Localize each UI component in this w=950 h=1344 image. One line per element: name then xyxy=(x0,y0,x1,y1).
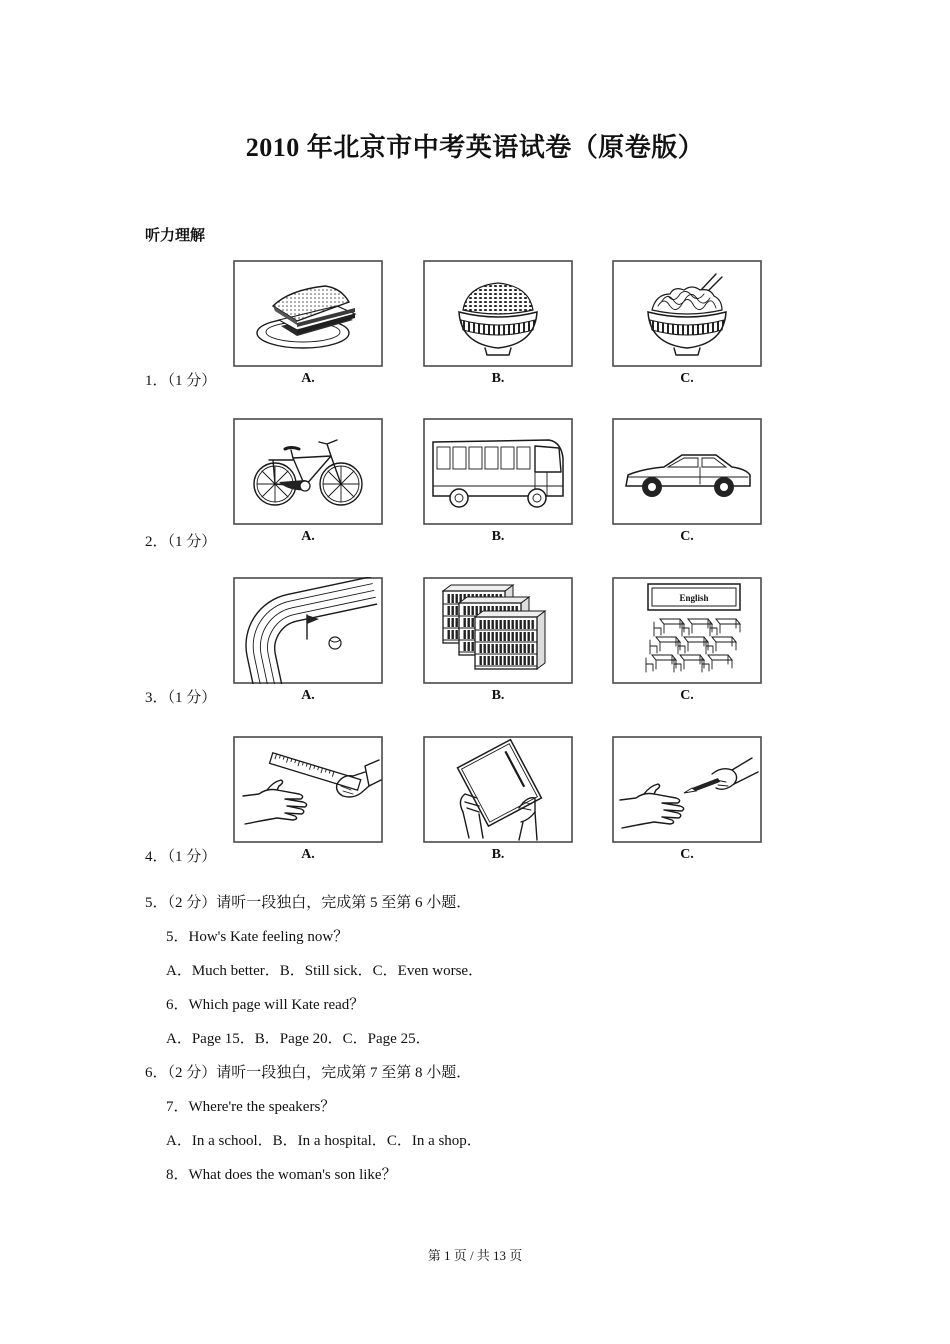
option-c-picture xyxy=(612,418,762,525)
choice-b: B．Still sick． xyxy=(279,963,373,979)
option-b-picture xyxy=(423,260,573,367)
option-c-label: C. xyxy=(680,529,694,544)
question-prompt: 6．（2 分）请听一段独白，完成第 7 至第 8 小题． xyxy=(145,1065,472,1081)
sub-question: 8．What does the woman's son like？ xyxy=(166,1167,397,1183)
sports-field-picture xyxy=(233,577,383,684)
passing-pen-picture xyxy=(612,736,762,843)
option-c-picture xyxy=(612,260,762,367)
picture-question-3 xyxy=(0,577,950,712)
picture-question-4 xyxy=(0,736,950,871)
rice-bowl-picture xyxy=(423,260,573,367)
option-a-label: A. xyxy=(301,529,315,544)
noodle-bowl-picture xyxy=(612,260,762,367)
option-c-label: C. xyxy=(680,688,694,703)
choice-b: B．Page 20． xyxy=(254,1031,343,1047)
sub-question: 6．Which page will Kate read？ xyxy=(166,997,365,1013)
holding-book-picture xyxy=(423,736,573,843)
ball xyxy=(329,637,341,649)
option-b-label: B. xyxy=(491,371,505,386)
option-b-picture xyxy=(423,736,573,843)
choice-c: C．Page 25． xyxy=(342,1031,431,1047)
option-a-label: A. xyxy=(301,847,315,862)
choice-a: A．In a school． xyxy=(166,1133,273,1149)
picture-question-1 xyxy=(0,260,950,395)
choice-c: C．Even worse． xyxy=(372,963,484,979)
passing-ruler-picture xyxy=(233,736,383,843)
option-a-picture xyxy=(233,418,383,525)
option-c-label: C. xyxy=(680,847,694,862)
question-number: 2．（1 分） xyxy=(145,534,217,550)
question-number: 1．（1 分） xyxy=(145,373,217,389)
option-b-label: B. xyxy=(491,847,505,862)
option-b-picture xyxy=(423,418,573,525)
question-number: 4．（1 分） xyxy=(145,849,217,865)
sandwich-picture xyxy=(233,260,383,367)
option-a-picture xyxy=(233,577,383,684)
page-title: 2010 年北京市中考英语试卷（原卷版） xyxy=(245,133,705,162)
board-text: English xyxy=(679,593,709,603)
blackboard xyxy=(648,584,740,610)
answer-choices xyxy=(145,954,845,988)
library-picture xyxy=(423,577,573,684)
option-a-picture xyxy=(233,260,383,367)
option-a-picture xyxy=(233,736,383,843)
option-b-picture xyxy=(423,577,573,684)
answer-choices xyxy=(145,1124,845,1158)
bus-body xyxy=(433,440,563,496)
page-indicator: 第 1 页 / 共 13 页 xyxy=(427,1248,523,1263)
option-c-picture xyxy=(612,577,762,684)
answer-choices xyxy=(145,1022,845,1056)
option-c-picture xyxy=(612,736,762,843)
option-b-label: B. xyxy=(491,529,505,544)
car-picture xyxy=(612,418,762,525)
option-b-label: B. xyxy=(491,688,505,703)
option-c-label: C. xyxy=(680,371,694,386)
choice-b: B．In a hospital． xyxy=(272,1133,387,1149)
option-a-label: A. xyxy=(301,371,315,386)
sub-question: 5．How's Kate feeling now？ xyxy=(166,929,349,945)
question-number: 3．（1 分） xyxy=(145,690,217,706)
section-heading: 听力理解 xyxy=(145,228,206,244)
option-a-label: A. xyxy=(301,688,315,703)
choice-c: C．In a shop． xyxy=(386,1133,482,1149)
bicycle-picture xyxy=(233,418,383,525)
classroom-picture xyxy=(612,577,762,684)
sub-question: 7．Where're the speakers？ xyxy=(166,1099,336,1115)
choice-a: A．Page 15． xyxy=(166,1031,255,1047)
listening-text-questions xyxy=(145,886,845,1192)
choice-a: A．Much better． xyxy=(166,963,280,979)
bus-picture xyxy=(423,418,573,525)
question-prompt: 5．（2 分）请听一段独白，完成第 5 至第 6 小题． xyxy=(145,895,472,911)
picture-question-2 xyxy=(0,418,950,553)
